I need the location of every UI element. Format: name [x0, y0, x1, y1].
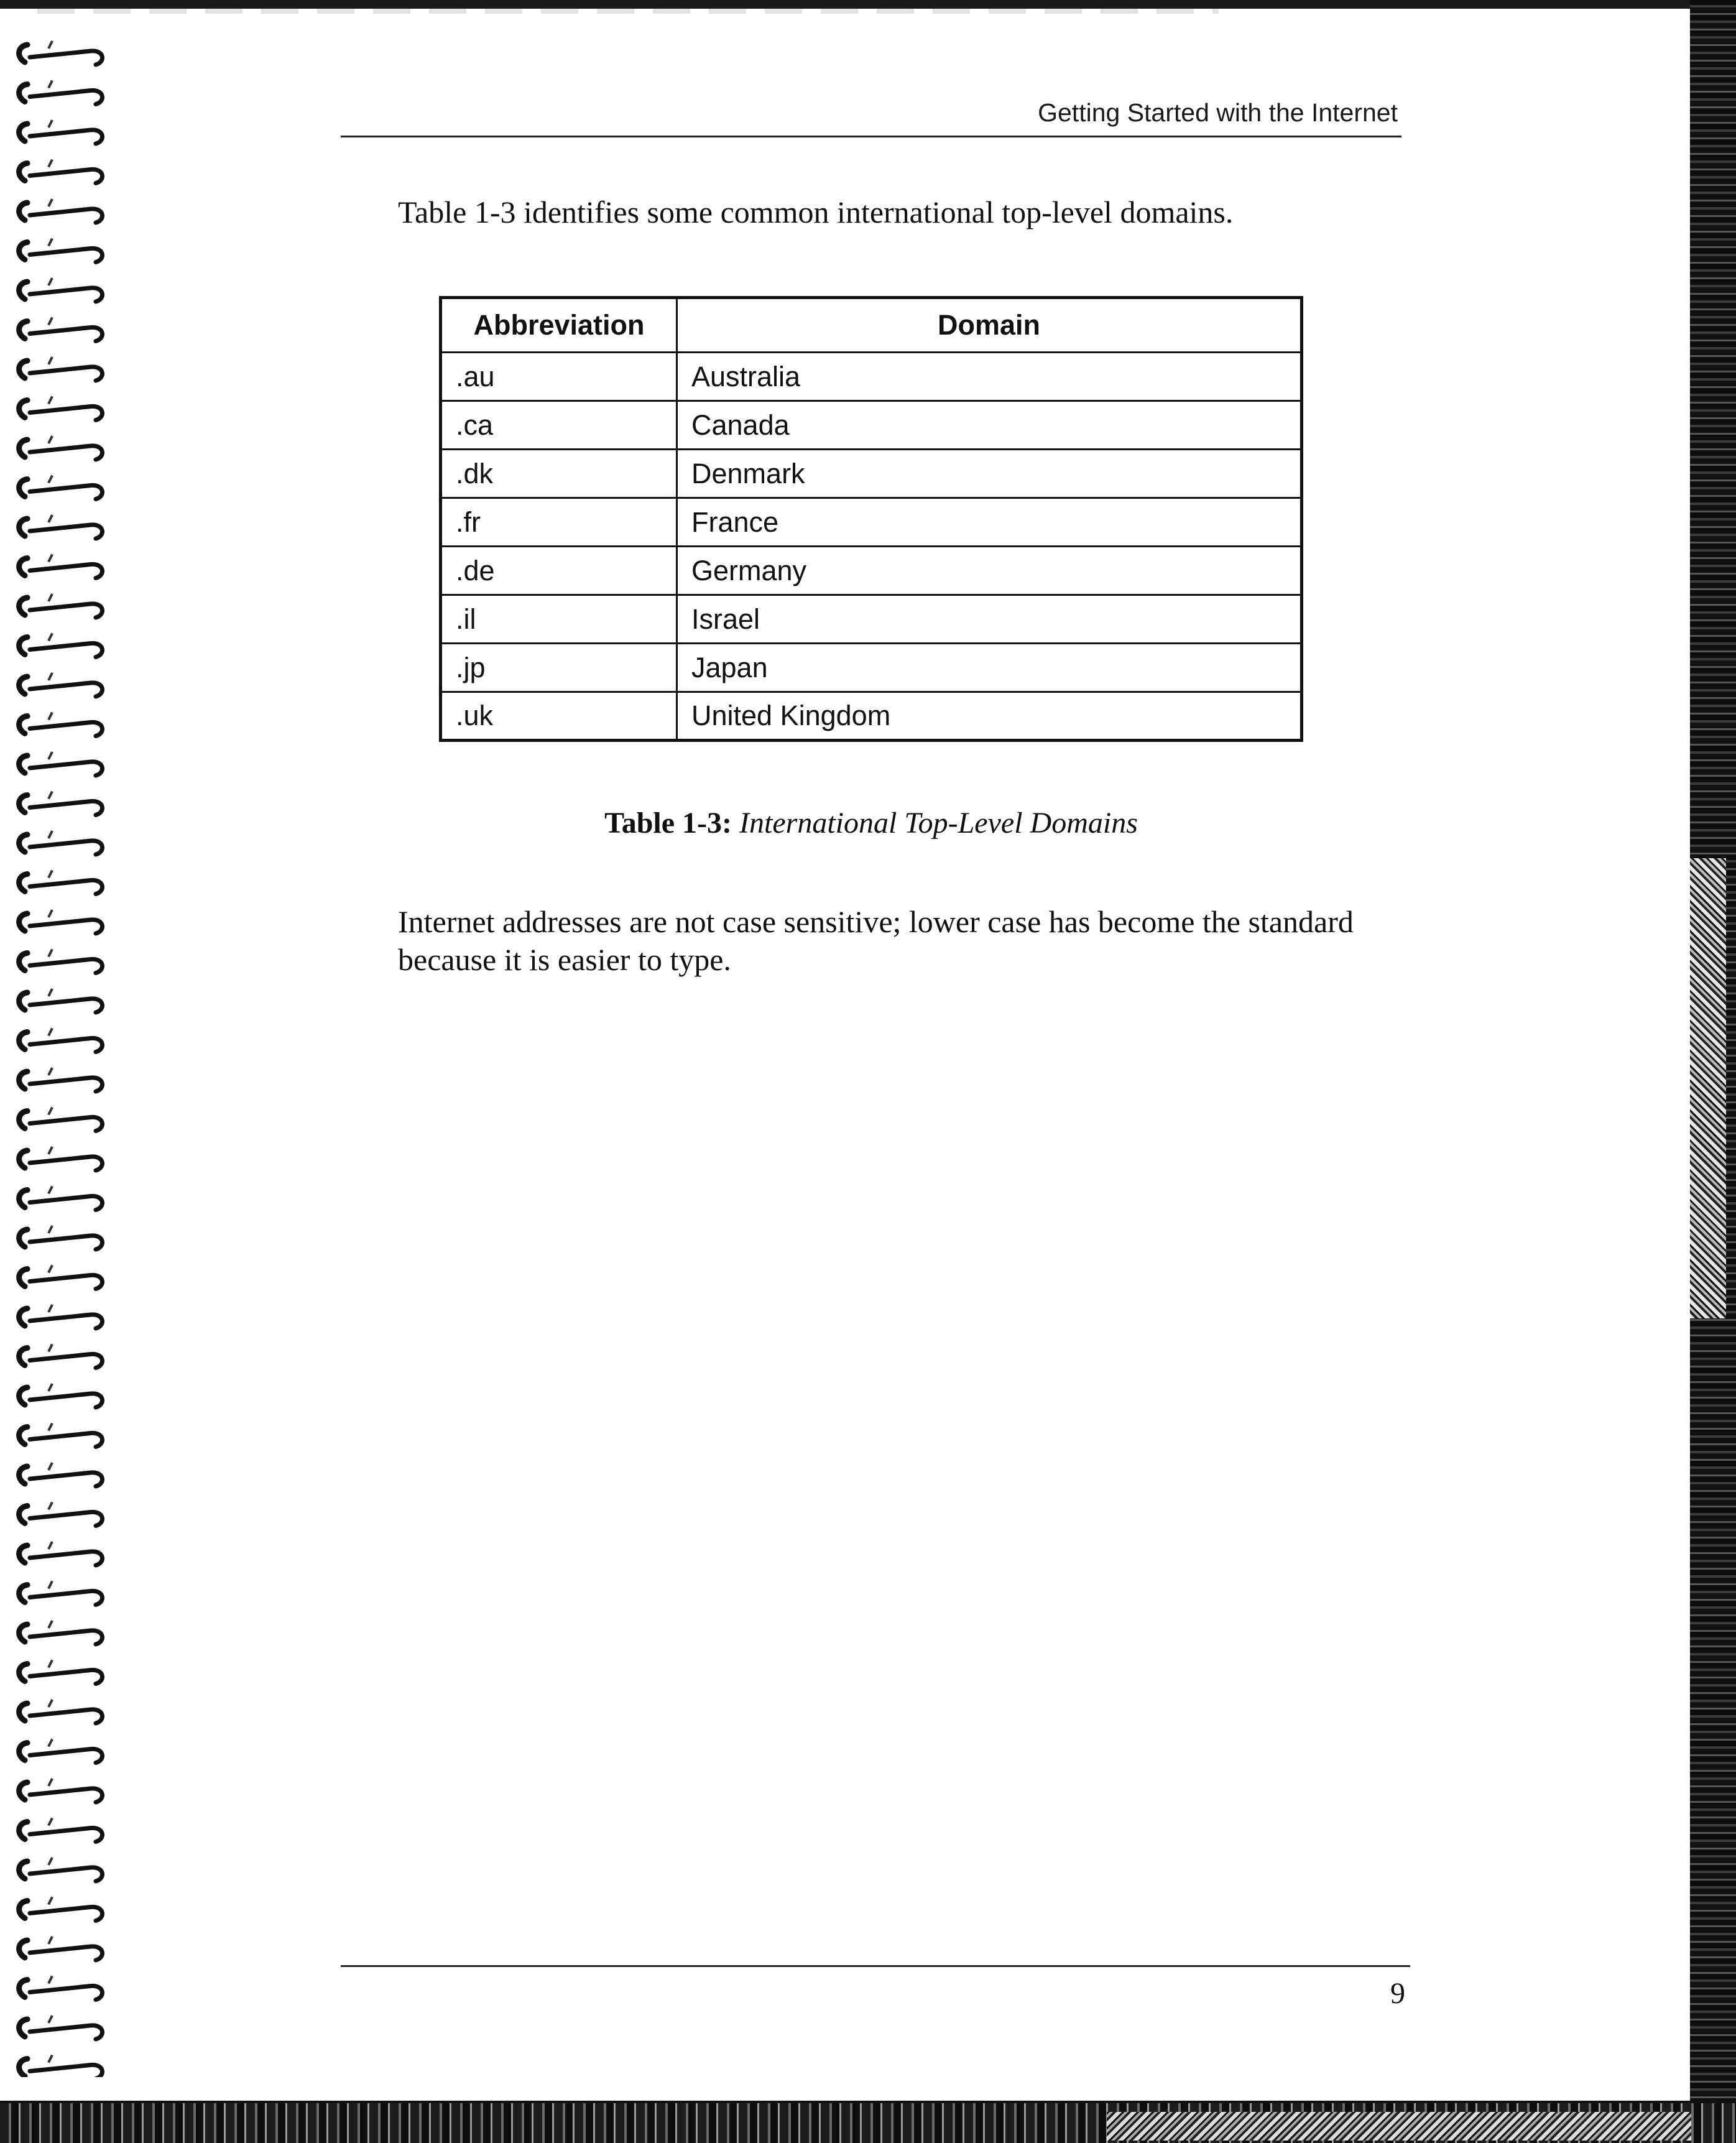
table-row	[441, 644, 1302, 692]
binding-coil	[19, 1108, 103, 1131]
binding-coil	[19, 515, 103, 539]
abbreviation-cell: .fr	[441, 498, 677, 547]
binding-coil	[19, 1858, 103, 1881]
table-row	[441, 450, 1302, 498]
scan-noise-top	[37, 9, 1219, 14]
binding-coil	[19, 1976, 103, 2000]
binding-coil	[19, 318, 103, 341]
binding-coil	[19, 476, 103, 499]
domain-cell: Denmark	[677, 450, 1302, 498]
binding-coil	[19, 357, 103, 381]
caption-label: Table 1-3:	[604, 807, 732, 840]
binding-coil	[19, 1305, 103, 1328]
table-row	[441, 353, 1302, 401]
binding-coil	[19, 1739, 103, 1763]
scan-noise-bottom	[1107, 2112, 1691, 2141]
intro-paragraph: Table 1-3 identifies some common international top-level domains.	[398, 195, 1234, 229]
footer-rule	[341, 1965, 1410, 1967]
domain-cell: Australia	[677, 353, 1302, 401]
column-header-domain: Domain	[677, 298, 1302, 353]
domain-cell: France	[677, 498, 1302, 547]
table-caption	[439, 806, 1303, 840]
binding-coil	[19, 1226, 103, 1249]
binding-coil	[19, 831, 103, 854]
binding-coil	[19, 1266, 103, 1289]
scan-noise-right	[1690, 858, 1726, 1318]
running-header: Getting Started with the Internet	[1038, 98, 1398, 127]
table-row	[441, 498, 1302, 547]
binding-coil	[19, 950, 103, 973]
binding-coil	[19, 1621, 103, 1644]
binding-coil	[19, 792, 103, 815]
column-header-abbreviation: Abbreviation	[441, 298, 677, 353]
binding-coil	[19, 1897, 103, 1921]
domains-table	[439, 296, 1303, 742]
binding-coil	[19, 81, 103, 104]
binding-coil	[19, 594, 103, 618]
binding-coil	[19, 397, 103, 420]
page-number: 9	[1390, 1977, 1405, 2010]
binding-coil	[19, 1818, 103, 1842]
header-rule	[341, 136, 1401, 137]
domain-cell: Germany	[677, 547, 1302, 595]
binding-coil	[19, 1384, 103, 1407]
abbreviation-cell: .de	[441, 547, 677, 595]
abbreviation-cell: .au	[441, 353, 677, 401]
table-row	[441, 595, 1302, 644]
scan-border-top	[0, 0, 1736, 9]
binding-coil	[19, 555, 103, 578]
binding-coil	[19, 1779, 103, 1802]
binding-coil	[19, 1937, 103, 1960]
binding-coil	[19, 1345, 103, 1368]
binding-coil	[19, 1068, 103, 1091]
table-header-row	[441, 298, 1302, 353]
binding-coil	[19, 871, 103, 894]
binding-coil	[19, 989, 103, 1012]
binding-coil	[19, 1423, 103, 1447]
binding-coil	[19, 1147, 103, 1170]
domain-cell: Canada	[677, 401, 1302, 450]
binding-coil	[19, 673, 103, 697]
table-row	[441, 692, 1302, 741]
binding-coil	[19, 199, 103, 223]
binding-coil	[19, 120, 103, 144]
binding-coil	[19, 1581, 103, 1605]
body-paragraph: Internet addresses are not case sensitive; lower case has become the standard because it is easier to type.	[398, 904, 1354, 977]
domain-cell: Japan	[677, 644, 1302, 692]
binding-coil	[19, 634, 103, 657]
binding-coil	[19, 1700, 103, 1723]
binding-coil	[19, 1187, 103, 1210]
caption-text: International Top-Level Domains	[739, 807, 1138, 840]
abbreviation-cell: .jp	[441, 644, 677, 692]
binding-coil	[19, 910, 103, 933]
binding-coil	[19, 1542, 103, 1565]
binding-coil	[19, 713, 103, 736]
abbreviation-cell: .ca	[441, 401, 677, 450]
binding-coil	[19, 1463, 103, 1486]
spiral-binding	[11, 25, 117, 2077]
abbreviation-cell: .il	[441, 595, 677, 644]
binding-coil	[19, 278, 103, 302]
binding-coil	[19, 1502, 103, 1526]
domain-cell: Israel	[677, 595, 1302, 644]
binding-coil	[19, 239, 103, 262]
binding-coil	[19, 41, 103, 65]
binding-coil	[19, 1029, 103, 1052]
abbreviation-cell: .uk	[441, 692, 677, 741]
binding-coil	[19, 436, 103, 460]
table-row	[441, 401, 1302, 450]
binding-coil	[19, 752, 103, 775]
abbreviation-cell: .dk	[441, 450, 677, 498]
binding-coil	[19, 1660, 103, 1684]
binding-coil	[19, 2055, 103, 2078]
binding-coil	[19, 2016, 103, 2039]
domain-cell: United Kingdom	[677, 692, 1302, 741]
table-row	[441, 547, 1302, 595]
binding-coil	[19, 160, 103, 183]
